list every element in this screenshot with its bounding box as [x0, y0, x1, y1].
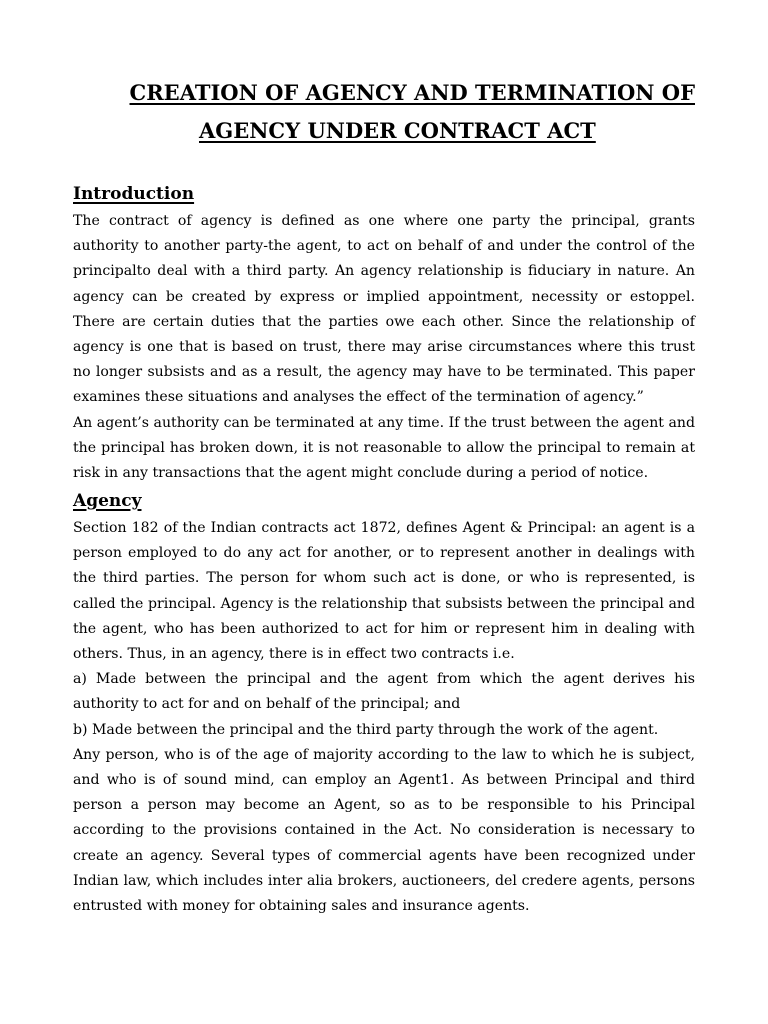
agency-paragraph-2: a) Made between the principal and the agent from which the agent derives his authority to act for and on behalf of the principal; and [73, 671, 695, 713]
introduction-heading: Introduction [73, 184, 195, 204]
introduction-paragraph-2: An agent’s authority can be terminated at any time. If the trust between the agent and the principal has broken down, it is not reasonable to allow the principal to remain at risk in any transactions that the agent might conclude during a period of notice. [73, 414, 695, 482]
agency-paragraph-4: Any person, who is of the age of majority according to the law to which he is subject, and who is of sound mind, can employ an Agent1. As between Principal and third person a person may become an Agent, so as to be responsible to his Principal according to the provisions contained in the Act. No consideration is necessary to create an agency. Several types of commercial agents have been recognized under Indian law, which includes inter alia brokers, auctioneers, del credere agents, persons entrusted with money for obtaining sales and insurance agents. [73, 746, 695, 915]
title-line-1: CREATION OF AGENCY AND TERMINATION OF [129, 80, 695, 105]
agency-paragraph-1: Section 182 of the Indian contracts act 1872, defines Agent & Principal: an agent is a person employed to do any act for another, or to represent another in dealings with the third parties. The person for whom such act is done, or who is represented, is called the principal. Agency is the relationship that subsists between the principal and the agent, who has been authorized to act for him or represent him in dealing with others. Thus, in an agency, there is in effect two contracts i.e. [73, 520, 695, 663]
agency-section [73, 488, 695, 919]
document-title [73, 74, 695, 150]
agency-heading: Agency [73, 491, 142, 511]
title-line-2: AGENCY UNDER CONTRACT ACT [199, 118, 596, 143]
introduction-section [73, 181, 695, 486]
agency-paragraph-3: b) Made between the principal and the third party through the work of the agent. [73, 721, 659, 738]
introduction-paragraph-1: The contract of agency is defined as one where one party the principal, grants authority to another party-the agent, to act on behalf of and under the control of the principalto deal with a third party. An agency relationship is fiduciary in nature. An agency can be created by express or implied appointment, necessity or estoppel. There are certain duties that the parties owe each other. Since the relationship of agency is one that is based on trust, there may arise circumstances where this trust no longer subsists and as a result, the agency may have to be terminated. This paper examines these situations and analyses the effect of the termination of agency.” [73, 213, 695, 406]
